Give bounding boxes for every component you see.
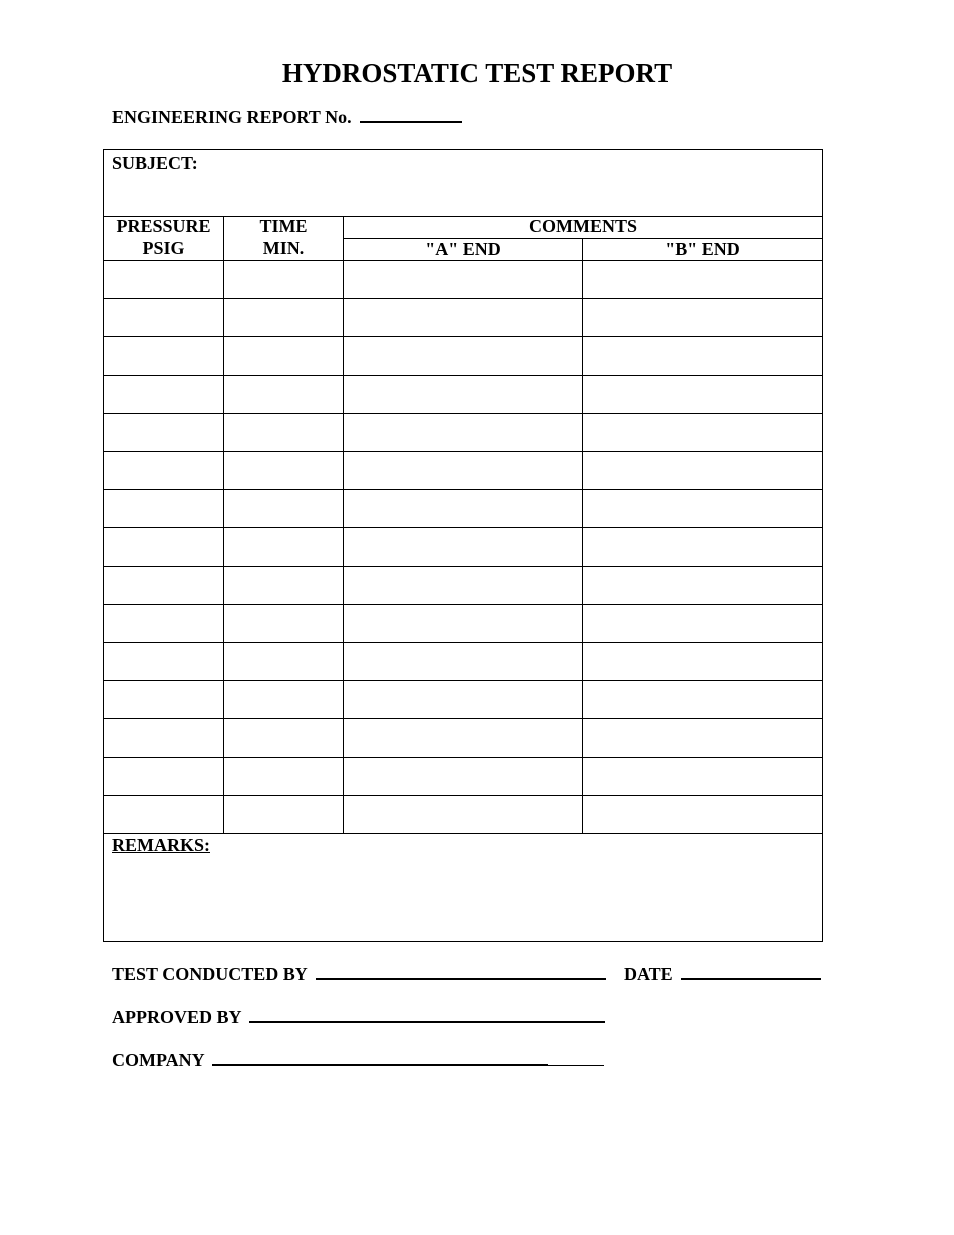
b-end-cell[interactable] [583,261,822,299]
table-row [104,758,822,796]
pressure-cell[interactable] [104,681,223,719]
b-end-cell[interactable] [583,414,822,452]
pressure-header-line2: PSIG [142,238,185,258]
b-end-cell[interactable] [583,490,822,528]
test-conducted-by-line [112,963,606,985]
time-header-line1: TIME [259,216,308,236]
time-cell[interactable] [224,796,343,834]
a-end-cell[interactable] [344,605,582,643]
approved-by-line [112,1006,605,1028]
pressure-cell[interactable] [104,299,223,337]
pressure-cell[interactable] [104,376,223,414]
subject-field[interactable] [104,150,822,216]
engineering-report-field[interactable] [360,107,462,123]
pressure-cell[interactable] [104,643,223,681]
table-row [104,643,822,681]
a-end-cell[interactable] [344,299,582,337]
time-cell[interactable] [224,758,343,796]
table-row [104,567,822,605]
a-end-cell[interactable] [344,261,582,299]
time-header [224,215,343,259]
a-end-cell[interactable] [344,719,582,757]
a-end-cell[interactable] [344,337,582,375]
pressure-header-line1: PRESSURE [116,216,211,236]
test-conducted-by-label: TEST CONDUCTED BY [112,964,308,984]
time-cell[interactable] [224,490,343,528]
a-end-header: "A" END [425,239,501,259]
form-box [103,149,823,942]
b-end-cell[interactable] [583,643,822,681]
time-header-line2: MIN. [262,238,305,258]
pressure-header [104,215,223,259]
engineering-report-label: ENGINEERING REPORT No. [112,107,352,127]
date-line [624,963,821,985]
pressure-cell[interactable] [104,337,223,375]
pressure-cell[interactable] [104,452,223,490]
b-end-cell[interactable] [583,758,822,796]
approved-by-field[interactable] [249,1007,605,1023]
time-cell[interactable] [224,528,343,566]
b-end-cell[interactable] [583,337,822,375]
approved-by-label: APPROVED BY [112,1007,241,1027]
pressure-cell[interactable] [104,261,223,299]
a-end-cell[interactable] [344,643,582,681]
comments-header: COMMENTS [529,216,637,236]
a-end-cell[interactable] [344,528,582,566]
b-end-cell[interactable] [583,796,822,834]
a-end-cell[interactable] [344,414,582,452]
time-cell[interactable] [224,337,343,375]
b-end-cell[interactable] [583,528,822,566]
table-row [104,719,822,757]
pressure-cell[interactable] [104,719,223,757]
b-end-cell[interactable] [583,605,822,643]
time-cell[interactable] [224,719,343,757]
time-cell[interactable] [224,414,343,452]
date-label: DATE [624,964,673,984]
table-row [104,796,822,834]
pressure-cell[interactable] [104,528,223,566]
a-end-cell[interactable] [344,758,582,796]
table-row [104,452,822,490]
b-end-cell[interactable] [583,299,822,337]
table-row [104,261,822,299]
table-row [104,490,822,528]
table-row [104,337,822,375]
company-label: COMPANY [112,1050,204,1070]
a-end-cell[interactable] [344,681,582,719]
subject-label: SUBJECT: [112,153,198,173]
page-title: HYDROSTATIC TEST REPORT [281,58,673,88]
test-conducted-by-field[interactable] [316,964,606,980]
b-end-cell[interactable] [583,452,822,490]
time-cell[interactable] [224,376,343,414]
remarks-label: REMARKS: [112,835,210,855]
table-row [104,376,822,414]
time-cell[interactable] [224,299,343,337]
company-line [112,1049,604,1071]
b-end-cell[interactable] [583,719,822,757]
table-row [104,605,822,643]
b-end-header: "B" END [665,239,740,259]
b-end-cell[interactable] [583,567,822,605]
a-end-cell[interactable] [344,567,582,605]
time-cell[interactable] [224,681,343,719]
time-cell[interactable] [224,452,343,490]
time-cell[interactable] [224,643,343,681]
time-cell[interactable] [224,567,343,605]
pressure-cell[interactable] [104,758,223,796]
a-end-cell[interactable] [344,452,582,490]
remarks-field[interactable] [104,834,822,941]
time-cell[interactable] [224,605,343,643]
pressure-cell[interactable] [104,414,223,452]
table-row [104,414,822,452]
engineering-report-number [112,106,462,128]
a-end-cell[interactable] [344,796,582,834]
b-end-cell[interactable] [583,376,822,414]
a-end-cell[interactable] [344,490,582,528]
pressure-cell[interactable] [104,567,223,605]
table-row [104,528,822,566]
date-field[interactable] [681,964,821,980]
pressure-cell[interactable] [104,605,223,643]
b-end-cell[interactable] [583,681,822,719]
pressure-cell[interactable] [104,490,223,528]
time-cell[interactable] [224,261,343,299]
company-field[interactable] [212,1050,548,1066]
company-field-extension [548,1051,604,1066]
table-row [104,299,822,337]
a-end-cell[interactable] [344,376,582,414]
pressure-cell[interactable] [104,796,223,834]
table-row [104,681,822,719]
